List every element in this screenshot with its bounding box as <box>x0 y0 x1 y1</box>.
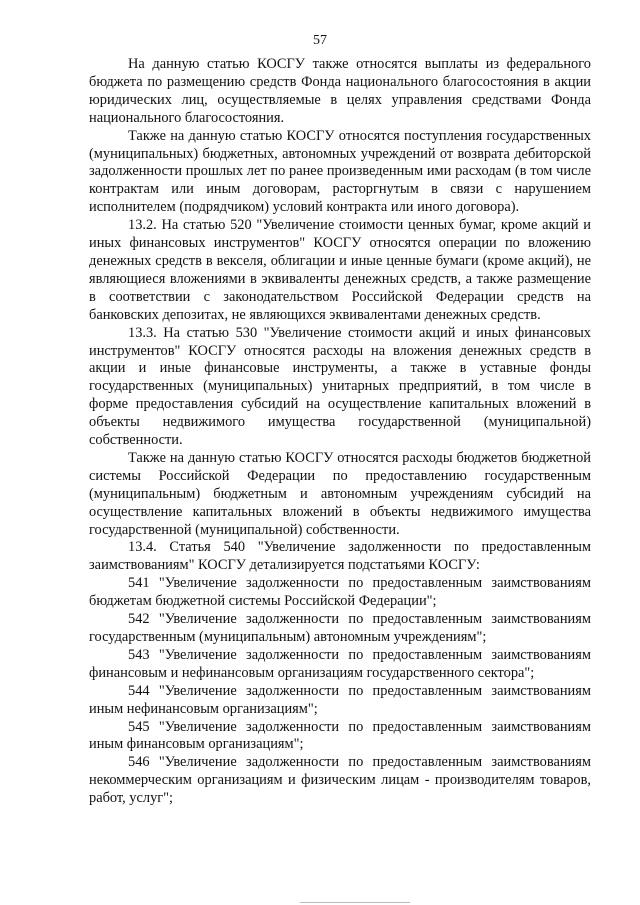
paragraph-capital-subsidies: Также на данную статью КОСГУ относятся расходы бюджетов бюджетной системы Российской Федерации по предоставлению государственным (муниципальным) бюджетным и автономным учреждениям субсидий на осуществление капитальных вложений в объекты недвижимого имущества государственной (муниципальной) собственности. <box>89 449 591 538</box>
document-body <box>89 56 591 808</box>
list-item-546: 546 "Увеличение задолженности по предоставленным заимствованиям некоммерческим организациям и физическим лицам - производителям товаров, работ, услуг"; <box>89 754 591 807</box>
list-item-544: 544 "Увеличение задолженности по предоставленным заимствованиям иным нефинансовым организациям"; <box>89 682 591 717</box>
list-item-541: 541 "Увеличение задолженности по предоставленным заимствованиям бюджетам бюджетной системы Российской Федерации"; <box>89 575 591 610</box>
paragraph-13-3: 13.3. На статью 530 "Увеличение стоимости акций и иных финансовых инструментов" КОСГУ относятся расходы на вложения денежных средств в акции и иные финансовые инструменты, а также в уставные фонды государственных (муниципальных) унитарных предприятий, в том числе в форме предоставления субсидий на осуществление капитальных вложений в объекты недвижимого имущества государственной (муниципальной) собственности. <box>89 324 591 449</box>
paragraph-13-2: 13.2. На статью 520 "Увеличение стоимости ценных бумаг, кроме акций и иных финансовых инструментов" КОСГУ относятся операции по вложению денежных средств в векселя, облигации и иные ценные бумаги (кроме акций), не являющиеся вложениями в эквиваленты денежных средств, а также размещение в соответствии с законодательством Российской Федерации средств на банковских депозитах, не являющихся эквивалентами денежных средств. <box>89 217 591 323</box>
page-number: 57 <box>313 33 327 48</box>
list-item-545: 545 "Увеличение задолженности по предоставленным заимствованиям иным финансовым организациям"; <box>89 718 591 753</box>
paragraph-receivables-return: Также на данную статью КОСГУ относятся поступления государственных (муниципальных) бюджетных, автономных учреждений от возврата дебиторской задолженности прошлых лет по ранее произведенным ими расходам (в том числе контрактам или иным договорам, расторгнутым в связи с нарушением исполнителем (подрядчиком) условий контракта или иного договора). <box>89 127 591 216</box>
scan-artifact <box>300 902 410 903</box>
paragraph-fnb-shares: На данную статью КОСГУ также относятся выплаты из федерального бюджета по размещению средств Фонда национального благосостояния в акции юридических лиц, осуществляемые в целях управления средствами Фонда национального благосостояния. <box>89 56 591 126</box>
list-item-542: 542 "Увеличение задолженности по предоставленным заимствованиям государственным (муниципальным) автономным учреждениям"; <box>89 611 591 645</box>
list-item-543: 543 "Увеличение задолженности по предоставленным заимствованиям финансовым и нефинансовым организациям государственного сектора"; <box>89 646 591 681</box>
paragraph-13-4: 13.4. Статья 540 "Увеличение задолженности по предоставленным заимствованиям" КОСГУ детализируется подстатьями КОСГУ: <box>89 539 591 574</box>
